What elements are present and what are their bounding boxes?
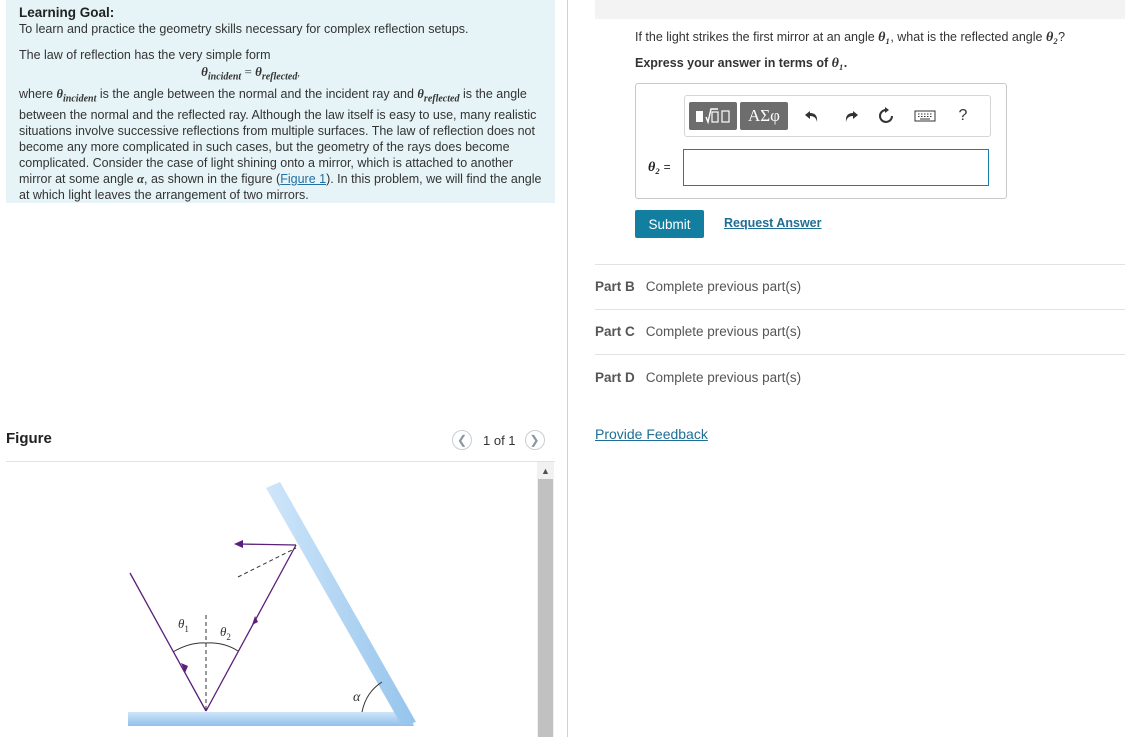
theta-incident: θ <box>56 86 64 101</box>
alpha-symbol: α <box>137 172 145 187</box>
bottom-mirror <box>128 712 414 726</box>
reset-icon[interactable] <box>874 104 898 128</box>
learning-goal-box <box>6 0 555 203</box>
part-b-row[interactable] <box>595 279 801 294</box>
chevron-left-icon[interactable]: ❮ <box>452 430 472 450</box>
q-pre: If the light strikes the first mirror at an angle <box>635 30 879 44</box>
answer-theta2: θ₂ <box>648 160 661 175</box>
learning-goal-heading: Learning Goal: <box>19 5 115 20</box>
redo-icon[interactable] <box>839 104 863 128</box>
goal-paragraph: where $\theta_{incident}$ is the angle between the normal and the incident ray and $\theta_{reflected}$ is the angle between the normal and the reflected ray. Although the law itself is easy to use, many realistic situations involve successive reflections from multiple surfaces. The law of reflection does not become any more complicated in such cases, but the geometry of the rays does become complicated. Consider the case of light shining onto a mirror, which is attached to another mirror at some angle α, as shown in the figure (Figure 1). In this problem, we will find the angle at which light leaves the arrangement of two mirrors. <box>19 86 542 203</box>
two-mirror-figure <box>120 470 530 732</box>
theta1-label: $\theta_1$ <box>178 616 189 634</box>
p2-mid: is the angle between the normal and the incident ray and <box>96 86 418 101</box>
q-mid: , what is the reflected angle <box>890 30 1046 44</box>
i-theta1: θ₁ <box>831 56 844 71</box>
scroll-thumb[interactable] <box>538 479 553 737</box>
part-c-row[interactable] <box>595 324 801 339</box>
part-d-row[interactable] <box>595 370 801 385</box>
p2-rest: is the angle between the normal and the reflected ray. Although the law itself is easy to use, many realistic situations involve successive reflections from multiple surfaces. The law of reflection does not become any more complicated in such cases, but the geometry of the rays does become complicated. Consider the case of light shining onto a mirror, which is attached to another mirror at some angle <box>19 86 537 187</box>
figure-1-link[interactable]: Figure 1 <box>280 172 327 187</box>
answer-panel <box>635 83 1007 199</box>
templates-icon[interactable] <box>689 102 737 130</box>
i-end: . <box>843 56 848 70</box>
p2-after-alpha: , as shown in the figure ( <box>144 172 281 187</box>
law-intro: The law of reflection has the very simple form <box>19 48 271 62</box>
alpha-arc <box>362 682 382 712</box>
learning-goal-summary: To learn and practice the geometry skills necessary for complex reflection setups. <box>19 22 469 36</box>
q-theta1: θ₁ <box>878 30 891 45</box>
incident-ray <box>130 573 206 711</box>
answer-input[interactable] <box>683 149 989 186</box>
part-b-label: Part B <box>595 279 635 294</box>
alpha-label: α <box>353 690 361 705</box>
theta1-arc <box>173 643 206 652</box>
chevron-right-icon[interactable]: ❯ <box>525 430 545 450</box>
request-answer-link[interactable]: Request Answer <box>724 216 822 230</box>
pane-divider <box>567 0 568 737</box>
part-d-status: Complete previous part(s) <box>645 370 802 385</box>
figure-title: Figure <box>6 430 52 447</box>
part-d-label: Part D <box>595 370 635 385</box>
reflection-formula: $\theta_{incident} = \theta_{reflected}$, <box>201 64 300 83</box>
part-a-question <box>635 30 1065 46</box>
q-end: ? <box>1058 30 1066 44</box>
part-separator <box>595 264 1125 265</box>
answer-label <box>648 160 671 176</box>
part-a-header-strip <box>595 0 1125 19</box>
answer-equals: = <box>663 160 671 174</box>
part-c-label: Part C <box>595 324 635 339</box>
part-separator <box>595 309 1125 310</box>
figure-pager <box>452 428 545 452</box>
slanted-mirror <box>266 482 416 726</box>
part-c-status: Complete previous part(s) <box>645 324 802 339</box>
normal-dashed-2 <box>238 548 296 577</box>
i-pre: Express your answer in terms of <box>635 56 832 70</box>
part-separator <box>595 354 1125 355</box>
scroll-up-icon[interactable]: ▲ <box>541 465 550 476</box>
p2-end: ). In this problem, we will find the angle at which light leaves the arrangement of two mirrors. <box>19 172 542 203</box>
math-toolbar <box>684 95 991 137</box>
greek-icon[interactable]: ΑΣφ <box>740 102 788 130</box>
theta-reflected: θ <box>417 86 424 101</box>
help-icon[interactable]: ? <box>958 107 968 124</box>
outgoing-arrowhead <box>234 540 243 548</box>
q-theta2: θ₂ <box>1045 30 1059 45</box>
theta2-arc <box>206 643 238 651</box>
part-b-status: Complete previous part(s) <box>645 279 802 294</box>
theta2-label: $\theta_2$ <box>220 624 231 642</box>
p2-where: where <box>19 86 57 101</box>
provide-feedback-link[interactable]: Provide Feedback <box>595 426 708 442</box>
figure-divider <box>6 461 555 462</box>
figure-scrollbar[interactable] <box>537 462 554 737</box>
figure-counter: 1 of 1 <box>483 432 516 448</box>
part-a-instruction <box>635 56 847 72</box>
keyboard-icon[interactable] <box>913 104 937 128</box>
outgoing-ray <box>238 544 296 545</box>
submit-button[interactable]: Submit <box>635 210 704 238</box>
undo-icon[interactable] <box>800 104 824 128</box>
